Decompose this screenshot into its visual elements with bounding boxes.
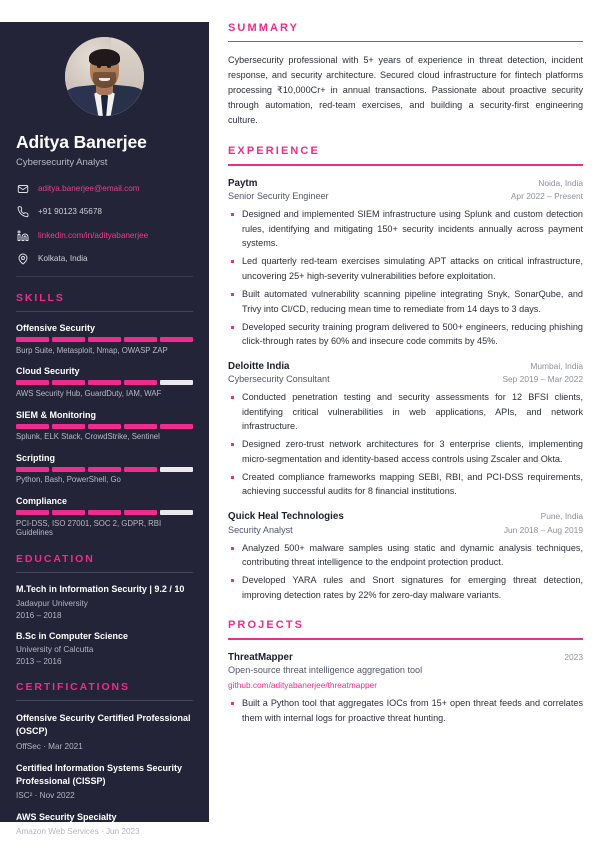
experience-bullet: Created compliance frameworks mapping SEBI, RBI, and PCI-DSS requirements, achieving successful audits for 8 financial institutions. — [228, 470, 583, 499]
experience-subheader — [228, 191, 583, 201]
experience-company: Deloitte India — [228, 360, 290, 372]
experience-bullet: Conducted penetration testing and security assessments for 12 BFSI clients, identifying critical vulnerabilities in web applications, APIs, and network infrastructure. — [228, 390, 583, 434]
certifications-heading: CERTIFICATIONS — [16, 681, 130, 694]
experience-bullet: Developed YARA rules and Snort signatures for emerging threat detection, improving detection rates by 22% for zero-day malware variants. — [228, 573, 583, 602]
skill-tools: PCI-DSS, ISO 27001, SOC 2, GDPR, RBI Guidelines — [16, 518, 162, 538]
certification-entry — [16, 712, 193, 750]
certification-meta: Amazon Web Services · Jun 2023 — [16, 826, 140, 836]
contact-text[interactable]: aditya.banerjee@email.com — [38, 183, 140, 193]
skills-list — [16, 323, 193, 538]
sidebar-divider — [16, 276, 193, 277]
skills-heading: SKILLS — [16, 292, 65, 305]
skill-block — [16, 496, 193, 538]
skill-segment-filled — [52, 467, 85, 472]
project-bullets — [228, 696, 583, 725]
experience-bullets — [228, 390, 583, 499]
certification-title: AWS Security Specialty — [16, 811, 117, 822]
contact-text[interactable]: linkedin.com/in/adityabanerjee — [38, 230, 149, 240]
experience-company: Quick Heal Technologies — [228, 511, 344, 523]
projects-section — [228, 619, 583, 725]
project-description: Open-source threat intelligence aggregation tool — [228, 665, 423, 676]
skill-level-bar — [16, 424, 193, 429]
skill-block — [16, 453, 193, 485]
skill-tools: Python, Bash, PowerShell, Go — [16, 475, 121, 485]
skill-segment-empty — [160, 510, 193, 515]
skill-segment-filled — [88, 510, 121, 515]
certification-title: Offensive Security Certified Professional (OSCP) — [16, 713, 191, 737]
linkedin-icon — [16, 229, 29, 242]
experience-bullet: Analyzed 500+ malware samples using static and dynamic analysis techniques, contributing threat intelligence to the endpoint protection product. — [228, 541, 583, 570]
certifications-list — [16, 712, 193, 835]
envelope-icon — [16, 182, 29, 195]
skill-segment-filled — [88, 424, 121, 429]
phone-icon — [16, 206, 29, 219]
experience-bullet: Designed and implemented SIEM infrastructure using Splunk and custom detection rules, identifying and mitigating 150+ security incidents annually across payment systems. — [228, 207, 583, 251]
project-bullet: Built a Python tool that aggregates IOCs from 15+ open threat feeds and correlates them with internal logs for proactive threat hunting. — [228, 696, 583, 725]
skill-segment-filled — [52, 380, 85, 385]
skill-segment-filled — [16, 424, 49, 429]
experience-bullet: Developed security training program delivered to 500+ engineers, reducing phishing click-through rates by 60% and insecure code commits by 45%. — [228, 320, 583, 349]
summary-section — [228, 22, 583, 128]
skill-segment-filled — [52, 337, 85, 342]
skill-segment-filled — [52, 424, 85, 429]
certification-entry — [16, 762, 193, 800]
summary-heading: SUMMARY — [228, 22, 300, 34]
contact-row[interactable] — [16, 182, 193, 195]
skill-name: Scripting — [16, 452, 56, 463]
avatar — [65, 37, 144, 116]
skill-block — [16, 410, 193, 442]
experience-entry — [228, 361, 583, 499]
education-years: 2016 – 2018 — [16, 610, 62, 620]
skill-tools: Burp Suite, Metasploit, Nmap, OWASP ZAP — [16, 345, 168, 355]
education-years: 2013 – 2016 — [16, 657, 62, 667]
skill-segment-filled — [124, 337, 157, 342]
skill-segment-empty — [160, 380, 193, 385]
skill-segment-filled — [88, 337, 121, 342]
projects-heading: PROJECTS — [228, 619, 305, 632]
experience-heading-rule — [228, 164, 583, 165]
skill-segment-filled — [160, 424, 193, 429]
skill-segment-empty — [160, 467, 193, 472]
skill-segment-filled — [88, 380, 121, 385]
avatar-wrap — [16, 22, 193, 116]
experience-dates: Apr 2022 – Present — [510, 191, 583, 202]
skill-tools: Splunk, ELK Stack, CrowdStrike, Sentinel — [16, 432, 160, 442]
location-pin-icon — [16, 253, 29, 266]
contact-text: Kolkata, India — [38, 254, 88, 264]
skill-segment-filled — [16, 467, 49, 472]
skill-block — [16, 366, 193, 398]
experience-location: Pune, India — [540, 511, 583, 522]
skill-tools: AWS Security Hub, GuardDuty, IAM, WAF — [16, 388, 162, 398]
skill-segment-filled — [124, 424, 157, 429]
education-degree: B.Sc in Computer Science — [16, 630, 129, 641]
experience-title: Senior Security Engineer — [228, 191, 329, 202]
skill-segment-filled — [160, 337, 193, 342]
skill-level-bar — [16, 510, 193, 515]
experience-header — [228, 361, 583, 372]
skill-level-bar — [16, 380, 193, 385]
skill-segment-filled — [52, 510, 85, 515]
project-header — [228, 652, 583, 663]
experience-company: Paytm — [228, 177, 258, 189]
project-entry — [228, 652, 583, 726]
education-school: University of Calcutta — [16, 645, 94, 655]
experience-bullet: Led quarterly red-team exercises simulating APT attacks on critical infrastructure, uncovering 25+ high-severity vulnerabilities before exploitation. — [228, 254, 583, 283]
skill-segment-filled — [16, 380, 49, 385]
skill-name: SIEM & Monitoring — [16, 409, 96, 420]
candidate-role: Cybersecurity Analyst — [16, 157, 108, 169]
skill-segment-filled — [124, 510, 157, 515]
skill-level-bar — [16, 467, 193, 472]
skill-name: Offensive Security — [16, 323, 96, 334]
experience-subheader — [228, 374, 583, 384]
experience-dates: Sep 2019 – Mar 2022 — [502, 374, 583, 385]
experience-bullet: Built automated vulnerability scanning pipeline integrating Snyk, SonarQube, and Trivy into CI/CD, reducing mean time to remediate from 14 days to 3 days. — [228, 287, 583, 316]
contact-row — [16, 253, 193, 266]
experience-entry — [228, 178, 583, 349]
experience-location: Mumbai, India — [530, 360, 583, 371]
experience-heading: EXPERIENCE — [228, 145, 320, 158]
project-name: ThreatMapper — [228, 651, 293, 663]
skill-block — [16, 323, 193, 355]
summary-heading-rule — [228, 41, 583, 42]
experience-title: Cybersecurity Consultant — [228, 374, 330, 385]
experience-header — [228, 511, 583, 522]
education-list — [16, 584, 193, 666]
education-entry — [16, 631, 193, 667]
summary-text: Cybersecurity professional with 5+ years of experience in threat detection, incident response, and security architecture. Secured cloud infrastructure for fintech platforms processing ₹10,000Cr+ in annual transactions. Passionate about proactive security through automation, red-team exercises, and building a security-first engineering culture. — [228, 55, 583, 126]
project-link[interactable]: github.com/adityabanerjee/threatmapper — [228, 680, 377, 691]
education-school: Jadavpur University — [16, 598, 88, 608]
jobs-list — [228, 178, 583, 602]
skill-name: Compliance — [16, 496, 68, 507]
project-year: 2023 — [564, 651, 583, 662]
certification-entry — [16, 811, 193, 836]
experience-section — [228, 145, 583, 602]
education-degree: M.Tech in Information Security | 9.2 / 10 — [16, 584, 185, 595]
certification-meta: OffSec · Mar 2021 — [16, 741, 83, 751]
experience-header — [228, 178, 583, 189]
contact-text: +91 90123 45678 — [38, 207, 102, 217]
skill-segment-filled — [88, 467, 121, 472]
experience-bullet: Designed zero-trust network architectures for 3 enterprise clients, implementing micro-segmentation and identity-based access controls using Zscaler and Okta. — [228, 437, 583, 466]
main-column — [228, 22, 583, 729]
sidebar — [0, 22, 209, 836]
experience-dates: Jun 2018 – Aug 2019 — [503, 524, 583, 535]
experience-subheader — [228, 525, 583, 535]
certification-title: Certified Information Systems Security Professional (CISSP) — [16, 762, 183, 786]
education-entry — [16, 584, 193, 620]
experience-bullets — [228, 541, 583, 603]
certification-meta: ISC² · Nov 2022 — [16, 790, 75, 800]
skill-segment-filled — [124, 380, 157, 385]
skill-level-bar — [16, 337, 193, 342]
skills-heading-rule — [16, 311, 193, 312]
skill-segment-filled — [16, 337, 49, 342]
certifications-heading-rule — [16, 700, 193, 701]
skill-segment-filled — [16, 510, 49, 515]
candidate-name: Aditya Banerjee — [16, 132, 147, 152]
contact-row[interactable] — [16, 229, 193, 242]
education-heading-rule — [16, 572, 193, 573]
projects-heading-rule — [228, 638, 583, 639]
experience-bullets — [228, 207, 583, 348]
skill-segment-filled — [124, 467, 157, 472]
contact-row — [16, 206, 193, 219]
skill-name: Cloud Security — [16, 366, 80, 377]
experience-location: Noida, India — [538, 177, 583, 188]
projects-list — [228, 652, 583, 726]
education-heading: EDUCATION — [16, 553, 95, 566]
contact-list — [16, 182, 193, 266]
experience-entry — [228, 511, 583, 602]
experience-title: Security Analyst — [228, 524, 293, 535]
